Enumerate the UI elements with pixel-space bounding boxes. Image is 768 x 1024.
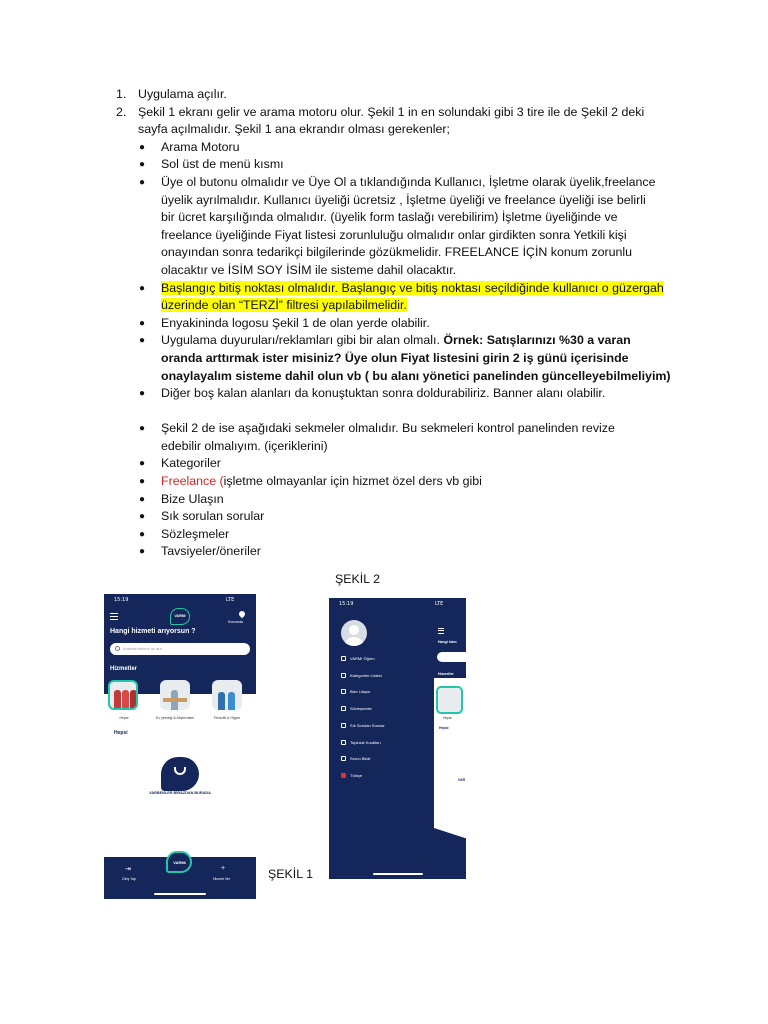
bullet-text-bold: onaylayalım sisteme dahil olun vb ( bu alanı yönetici panelinden güncelleyebilmeliyim) [161, 368, 671, 383]
bullet2-item-line [0, 508, 768, 526]
highlight-red-text: Freelance ( [161, 474, 224, 489]
status-time: 15:19 [114, 597, 129, 603]
bullet-text: Sık sorulan sorular [161, 509, 265, 524]
category-card-food[interactable] [160, 680, 190, 710]
menu-item-icon [341, 673, 346, 678]
bullet2-item-line [0, 491, 768, 509]
document-body [0, 86, 768, 561]
tab-logo-text: VARMI [173, 860, 186, 865]
logo-text: VARMI [174, 614, 186, 618]
category-card-all[interactable] [108, 680, 138, 710]
peek-all-label: Hepsi [439, 726, 449, 730]
bullet-text: Enyakininda logosu Şekil 1 de olan yerde olabilir. [161, 315, 430, 330]
bullet-text [0, 368, 768, 386]
bullet-text: Arama Motoru [161, 139, 240, 154]
menu-item[interactable] [341, 755, 431, 763]
bullet-item-line [0, 280, 768, 298]
list-number: 1. [116, 87, 127, 101]
bullet-item-line [0, 209, 768, 227]
numbered-item-line [0, 104, 768, 122]
location-label: Konumda [228, 620, 243, 624]
menu-item-label: Sorun Bildir [350, 756, 371, 762]
bullet-text [0, 280, 768, 298]
bullet-text-rest: işletme olmayanlar için hizmet özel ders vb gibi [223, 474, 482, 489]
bullet-icon: ● [139, 176, 146, 188]
bullet-icon: ● [139, 493, 146, 505]
bullet-icon: ● [139, 282, 146, 294]
bullet-item-line [0, 227, 768, 245]
bullet-text-bold: oranda arttırmak ister misiniz? Üye olun Fiyat listesini girin 2 iş günü içerisinde [161, 350, 629, 365]
status-signal: LTE [435, 601, 444, 607]
bullet-item-line [0, 385, 768, 403]
bullet-item-line [0, 297, 768, 315]
avatar[interactable] [341, 620, 367, 646]
peek-card [436, 686, 463, 714]
screenshot-sekil-1 [104, 594, 256, 899]
tab-logo[interactable] [166, 851, 192, 873]
bullet2-item-line [0, 455, 768, 473]
flag-icon [341, 773, 346, 778]
home-indicator [373, 873, 423, 875]
list-number: 2. [116, 104, 127, 119]
menu-item[interactable] [341, 772, 431, 780]
menu-item-label: Topluluk Kuralları [350, 739, 381, 745]
hamburger-menu-icon [438, 628, 444, 633]
category-label-food: Ev yemeği & Atıştırmalık [156, 716, 194, 720]
list-text: Şekil 1 ekranı gelir ve arama motoru olur. Şekil 1 in en solundaki gibi 3 tire ile de Şekil 2 deki [138, 104, 645, 119]
login-icon[interactable]: ⇥ [125, 866, 131, 873]
menu-item-icon [341, 689, 346, 694]
bullet-text: freelance üyeliğinde Fiyat listesi zorunluluğu olmalıdır onlar girdikten sonra Yetkili kişi [161, 227, 627, 242]
bullet-icon: ● [139, 511, 146, 523]
menu-item[interactable] [341, 705, 431, 713]
search-placeholder: Anahtar kelime ile ara [123, 646, 162, 651]
bullet-text: Sol üst de menü kısmı [161, 157, 284, 172]
highlighted-text: üzerinde olan “TERZİ” filtresi yapılabilmelidir. [161, 298, 407, 313]
bullet2-item-line [0, 438, 768, 456]
tab-bar [104, 857, 256, 899]
bullet-text: Sözleşmeler [161, 526, 230, 541]
bullet-item-line [0, 332, 768, 350]
section-title: Hizmetler [110, 666, 138, 672]
menu-item-label: Bize Ulaşın [350, 689, 371, 695]
menu-item-label: Türkçe [350, 772, 363, 778]
bullet-item-line [0, 192, 768, 210]
bullet2-item-line [0, 526, 768, 544]
category-label-all: Hepsi [119, 716, 129, 720]
menu-item-label: Kategoriler Listesi [350, 672, 382, 678]
menu-item-icon [341, 756, 346, 761]
bullet-item-line [0, 139, 768, 157]
bullet-icon: ● [139, 141, 146, 153]
bullet2-item-line [0, 420, 768, 438]
menu-item-label: Sözleşmeler [350, 706, 373, 712]
bullet-icon: ● [139, 335, 146, 347]
search-input[interactable] [110, 643, 250, 655]
menu-item[interactable] [341, 688, 431, 696]
menu-item-label: VARMI Öğren [350, 656, 375, 661]
tab-login[interactable]: Giriş Yap [122, 877, 137, 881]
menu-item[interactable] [341, 655, 431, 663]
status-signal: LTE [226, 597, 235, 603]
bullet-icon: ● [139, 423, 146, 435]
menu-item[interactable] [341, 739, 431, 747]
bullet-text: Üye ol butonu olmalıdır ve Üye Ol a tıklandığında Kullanıcı, İşletme olarak üyelik,freelance [161, 174, 656, 189]
bullet-item-line [0, 244, 768, 262]
spacer [0, 403, 768, 421]
bullet-text: edebilir olmalıyım. (içeriklerini) [161, 438, 328, 453]
bullet-text [0, 332, 768, 350]
bullet-text: Diğer boş kalan alanları da konuştuktan sonra doldurabiliriz. Banner alanı olabilir. [161, 386, 606, 401]
bullet-text: onayından sonra tedarikçi bilgilerinde gözükmelidir. FREELANCE İÇİN konum zorunlu [161, 245, 633, 260]
main-screen-peek [434, 598, 466, 879]
numbered-item-line [0, 121, 768, 139]
bullet-text: Şekil 2 de ise aşağıdaki sekmeler olmalıdır. Bu sekmeleri kontrol panelinden revize [161, 421, 615, 436]
peek-section: Hizmetler [438, 672, 454, 676]
plus-icon[interactable]: + [221, 865, 226, 872]
numbered-item-line [0, 86, 768, 104]
menu-item[interactable] [341, 722, 431, 730]
bullet2-item-line [0, 543, 768, 561]
bullet-text [0, 473, 768, 491]
menu-item[interactable] [341, 672, 431, 680]
bullet-icon: ● [139, 159, 146, 171]
bullet-icon: ● [139, 458, 146, 470]
peek-bottom-text: VAR [458, 778, 466, 782]
hamburger-menu-icon[interactable] [110, 613, 118, 622]
bullet-text: Tavsiyeler/öneriler [161, 544, 261, 559]
bullet-icon: ● [139, 528, 146, 540]
menu-item-icon [341, 723, 346, 728]
figure-caption-1: ŞEKİL 1 [268, 867, 314, 881]
status-time: 15:19 [339, 601, 354, 607]
bullet-icon: ● [139, 476, 146, 488]
bullet-icon: ● [139, 546, 146, 558]
screenshot-sekil-2 [329, 598, 466, 879]
search-icon [115, 646, 120, 651]
bullet-text: olacaktır ve İSİM SOY İSİM ile sisteme dahil olacaktır. [161, 262, 457, 277]
bullet-text: bir ücret karşılığında olmalıdır. (üyelik form taslağı verebilirim) İşletme üyeliğinde ve [161, 210, 618, 225]
bullet-icon: ● [139, 388, 146, 400]
bullet-icon: ● [139, 317, 146, 329]
bullet-item-line [0, 315, 768, 333]
menu-item-label: Sık Sorulan Sorular [350, 722, 385, 728]
bullet-text-bold: Örnek: Satışlarınızı %30 a varan [443, 333, 631, 348]
peek-heading: Hangi hizm [438, 640, 457, 644]
bullet-item-line [0, 156, 768, 174]
bullet-item-line [0, 350, 768, 368]
highlighted-text: Başlangıç bitiş noktası olmalıdır. Başlangıç ve bitiş noktası seçildiğinde kullanıcı o güzergah [161, 280, 664, 295]
bullet-text [0, 297, 768, 315]
placeholder-text: VARBENLER BİRAZDAN BURADA [149, 791, 211, 795]
bullet-text-plain: Uygulama duyuruları/reklamları gibi bir alan olmalı. [161, 333, 444, 348]
list-text: Uygulama açılır. [138, 87, 227, 101]
smile-logo-icon [161, 757, 199, 791]
bullet-text: Kategoriler [161, 456, 221, 471]
category-label-cleaning: Temizlik & Hijyen [213, 716, 241, 720]
menu-item-icon [341, 656, 346, 661]
bullet-text: Bize Ulaşın [161, 491, 224, 506]
bullet-item-line [0, 262, 768, 280]
peek-search [437, 652, 466, 662]
page-heading: Hangi hizmeti arıyorsun ? [110, 628, 196, 635]
bullet-text: üyelik ayrılmalıdır. Kullanıcı üyeliği ücretsiz , İşletme üyeliği ve freelance üyeliği ise belirli [161, 192, 646, 207]
list-text: sayfa açılmalıdır. Şekil 1 ana ekrandır olması gerekenler; [138, 122, 450, 137]
bullet-text [0, 350, 768, 368]
peek-card-label: Hepsi [443, 716, 452, 720]
category-card-cleaning[interactable] [212, 680, 242, 710]
menu-item-icon [341, 706, 346, 711]
figure-caption-2: ŞEKİL 2 [335, 572, 381, 586]
bullet-item-line [0, 174, 768, 192]
bullet2-item [0, 473, 768, 491]
all-label: Hepsi [114, 730, 128, 736]
tab-provide-service[interactable]: Hizmet Ver [213, 877, 231, 881]
logo [170, 608, 190, 625]
menu-item-icon [341, 740, 346, 745]
home-indicator [154, 893, 206, 895]
bullet-item-line [0, 368, 768, 386]
